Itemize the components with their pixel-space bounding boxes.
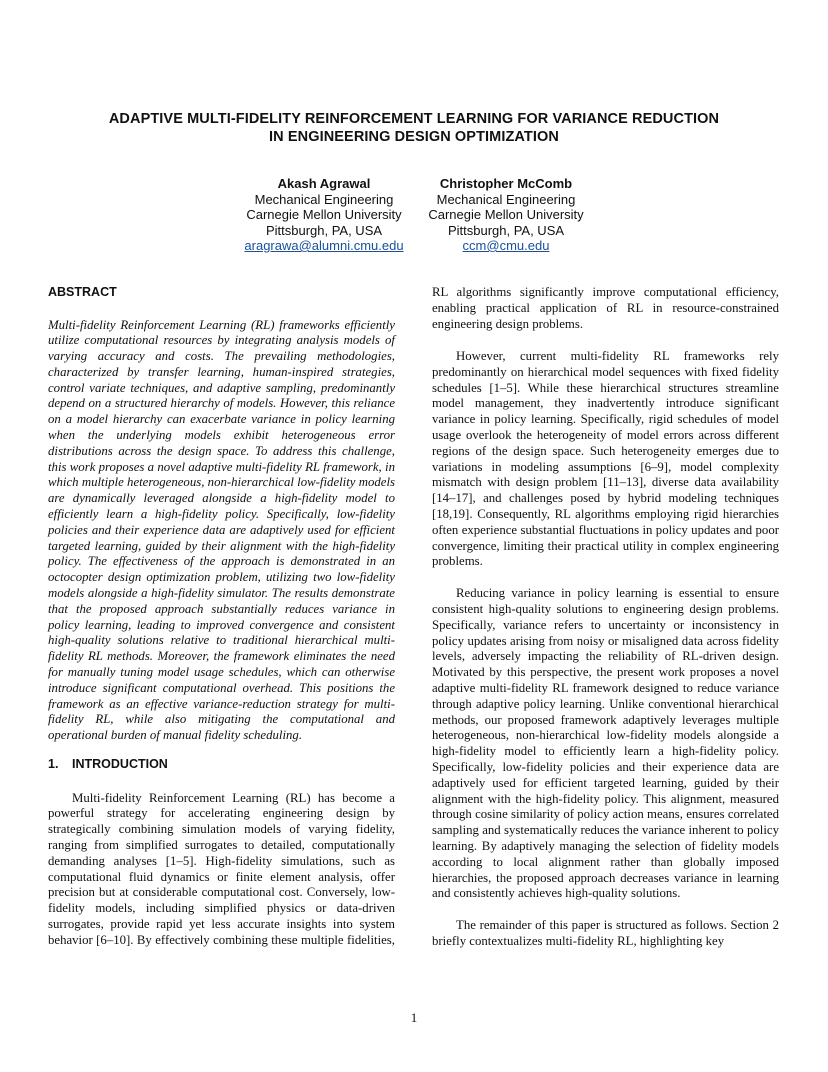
author-location: Pittsburgh, PA, USA: [265, 222, 383, 238]
author-name: Christopher McComb: [439, 176, 573, 191]
right-column: [432, 285, 779, 950]
abstract-heading: ABSTRACT: [48, 285, 117, 299]
author-block-2: [416, 176, 596, 254]
introduction-heading: [48, 757, 395, 773]
intro-paragraph-4: The remainder of this paper is structured as follows. Section 2 briefly contextualizes multi-fidelity RL, highlighting key: [432, 918, 779, 948]
intro-paragraph-1-overflow: RL algorithms significantly improve computational efficiency, enabling practical application of RL in resource-constrained engineering design problems.: [432, 285, 779, 331]
intro-paragraph-1: Multi-fidelity Reinforcement Learning (RL) has become a powerful strategy for accelerating engineering design by strategically combining simulation models of varying fidelity, ranging from simplified surrogates to detailed, computationally demanding analyses [1–5]. High-fidelity simulations, such as computational fluid dynamics or finite element analysis, offer precision but at considerable computational cost. Conversely, low-fidelity models, including simplified physics or data-driven surrogates, provide rapid yet less accurate insights into system behavior [6–10]. By effectively combining these multiple fidelities,: [48, 790, 395, 947]
author-institution: Carnegie Mellon University: [246, 207, 402, 222]
author-block-1: [234, 176, 414, 254]
intro-paragraph-3: Reducing variance in policy learning is essential to ensure consistent high-quality solutions to engineering design problems. Specifically, variance refers to uncertainty or inconsistency in policy updates arising from noisy or misaligned data across fidelity levels, adversely impacting the reliability of RL-driven design. Motivated by this perspective, the present work proposes a novel adaptive multi-fidelity RL framework designed to reduce variance through adaptive policy learning. Unlike conventional hierarchical methods, our proposed framework adaptively leverages multiple heterogeneous, non-hierarchical low-fidelity models alongside a high-fidelity model to efficiently learn a high-fidelity policy. Specifically, low-fidelity policies and their experience data are adaptively used for efficient targeted learning, guided by their alignment with the high-fidelity policy. This alignment, measured through cosine similarity of policy action means, ensures correlated sampling and systematically reduces the variance inherent to policy learning. By adaptively managing the selection of fidelity models according to local alignment rather than globally imposed hierarchies, the proposed approach decreases variance in learning and consistently achieves high-quality solutions.: [432, 586, 779, 901]
left-column: [48, 285, 395, 949]
author-department: Mechanical Engineering: [436, 191, 576, 207]
author-location: Pittsburgh, PA, USA: [447, 222, 565, 238]
section-number: 1.: [48, 757, 59, 772]
author-department: Mechanical Engineering: [254, 191, 394, 207]
author-name: Akash Agrawal: [277, 176, 371, 191]
intro-paragraph-1-continuation: [432, 285, 779, 333]
author-email-link[interactable]: ccm@cmu.edu: [462, 238, 550, 253]
abstract-text: Multi-fidelity Reinforcement Learning (RL) frameworks efficiently utilize computational resources by integrating analysis models of varying accuracy and costs. The prevailing methodologies, characterized by transfer learning, human-inspired strategies, control variate techniques, and adaptive sampling, predominantly depend on a structured hierarchy of models. However, this reliance on a model hierarchy can exacerbate variance in policy learning when the underlying models exhibit heterogeneous error distributions across the design space. To address this challenge, this work proposes a novel adaptive multi-fidelity RL framework, in which multiple heterogeneous, non-hierarchical low-fidelity models are dynamically leveraged alongside a high-fidelity model to efficiently learn a high-fidelity policy. Specifically, low-fidelity policies and their experience data are adaptively used for efficient targeted learning, guided by their alignment with the high-fidelity policy. The effectiveness of the approach is demonstrated in an octocopter design optimization problem, utilizing two low-fidelity models alongside a high-fidelity simulator. The results demonstrate that the proposed approach substantially reduces variance in policy learning, leading to improved convergence and consistent high-quality solutions relative to traditional hierarchical multi-fidelity RL methods. Moreover, the framework eliminates the need for manually tuning model usage schedules, which can otherwise introduce significant computational overhead. This positions the framework as an effective variance-reduction strategy for multi-fidelity RL, while also mitigating the computational and operational burden of manual fidelity scheduling.: [48, 317, 395, 743]
section-title: INTRODUCTION: [72, 757, 168, 772]
author-institution: Carnegie Mellon University: [428, 207, 584, 222]
intro-paragraph-2: However, current multi-fidelity RL frameworks rely predominantly on hierarchical model sequences with fixed fidelity schedules [1–5]. While these hierarchical structures streamline model management, they inadvertently introduce significant variance in policy learning. Specifically, rigid schedules of model usage overlook the heterogeneity of model errors across different regions of the design space. Such heterogeneity emerges due to variations in modeling assumptions [6–9], model complexity mismatch with design problem [11–13], diverse data availability [14–17], and challenges posed by hybrid modeling techniques [18,19]. Consequently, RL algorithms employing rigid hierarchies often experience substantial fluctuations in policy updates and poor convergence, limiting their practical utility in complex engineering problems.: [432, 349, 779, 569]
paper-title: [80, 110, 748, 146]
paper-title-line-2: IN ENGINEERING DESIGN OPTIMIZATION: [269, 129, 559, 145]
paper-title-line-1: ADAPTIVE MULTI-FIDELITY REINFORCEMENT LEARNING FOR VARIANCE REDUCTION: [108, 111, 720, 127]
author-email-link[interactable]: aragrawa@alumni.cmu.edu: [244, 238, 404, 253]
page-number: 1: [410, 1010, 418, 1025]
